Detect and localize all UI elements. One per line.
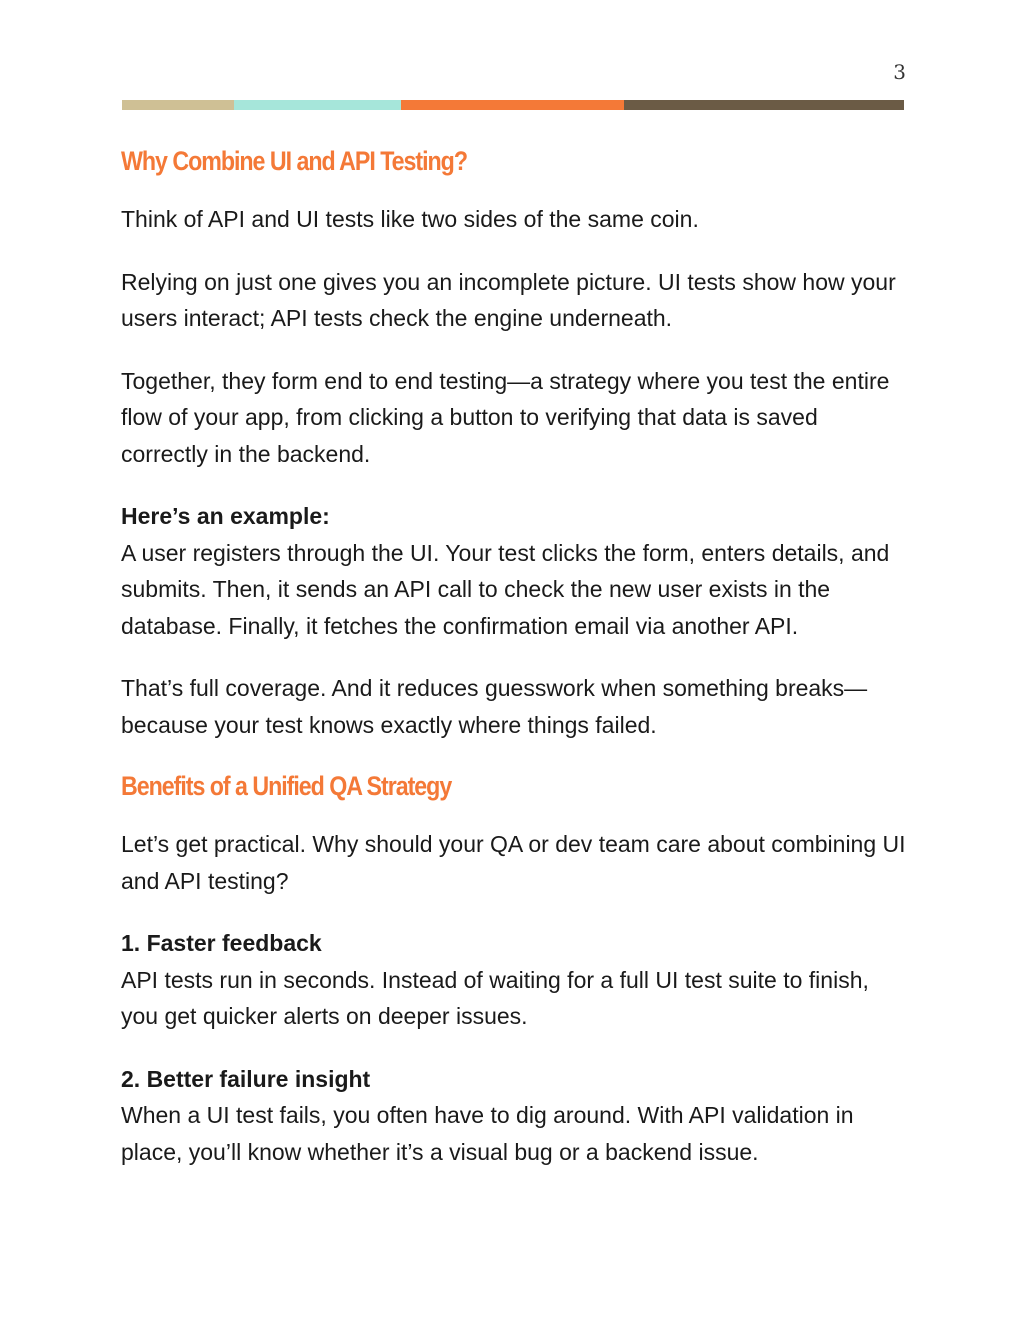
benefit-title: 2. Better failure insight [121, 1065, 371, 1092]
section-heading-why-combine: Why Combine UI and API Testing? [121, 146, 467, 176]
paragraph: Relying on just one gives you an incomplete picture. UI tests show how your users interact; API tests check the engine underneath. [121, 268, 896, 332]
color-bar-segment-2 [234, 100, 401, 110]
color-bar-segment-1 [122, 100, 234, 110]
color-bar-segment-3 [401, 100, 624, 110]
document-body [121, 144, 906, 1196]
example-paragraph [121, 498, 906, 644]
example-text: A user registers through the UI. Your test clicks the form, enters details, and submits. Then, it sends an API call to check the new user exists in the database. Finally, it fetches the confirmation email via another API. [121, 539, 890, 639]
paragraph: Together, they form end to end testing—a strategy where you test the entire flow of your app, from clicking a button to verifying that data is saved correctly in the backend. [121, 367, 890, 467]
benefit-text: When a UI test fails, you often have to dig around. With API validation in place, you’ll know whether it’s a visual bug or a backend issue. [121, 1102, 854, 1165]
benefit-item-faster-feedback [121, 925, 906, 1035]
paragraph: That’s full coverage. And it reduces guesswork when something breaks—because your test knows exactly where things failed. [121, 675, 868, 738]
decorative-color-bar [122, 100, 904, 110]
benefit-item-failure-insight [121, 1061, 906, 1171]
paragraph: Think of API and UI tests like two sides of the same coin. [121, 206, 699, 233]
color-bar-segment-4 [624, 100, 904, 110]
benefit-title: 1. Faster feedback [121, 930, 322, 957]
page-number: 3 [893, 60, 906, 84]
section-heading-benefits: Benefits of a Unified QA Strategy [121, 771, 452, 802]
benefit-text: API tests run in seconds. Instead of waiting for a full UI test suite to finish, you get quicker alerts on deeper issues. [121, 966, 869, 1030]
paragraph: Let’s get practical. Why should your QA or dev team care about combining UI and API testing? [121, 831, 906, 894]
example-lead: Here’s an example: [121, 503, 330, 530]
